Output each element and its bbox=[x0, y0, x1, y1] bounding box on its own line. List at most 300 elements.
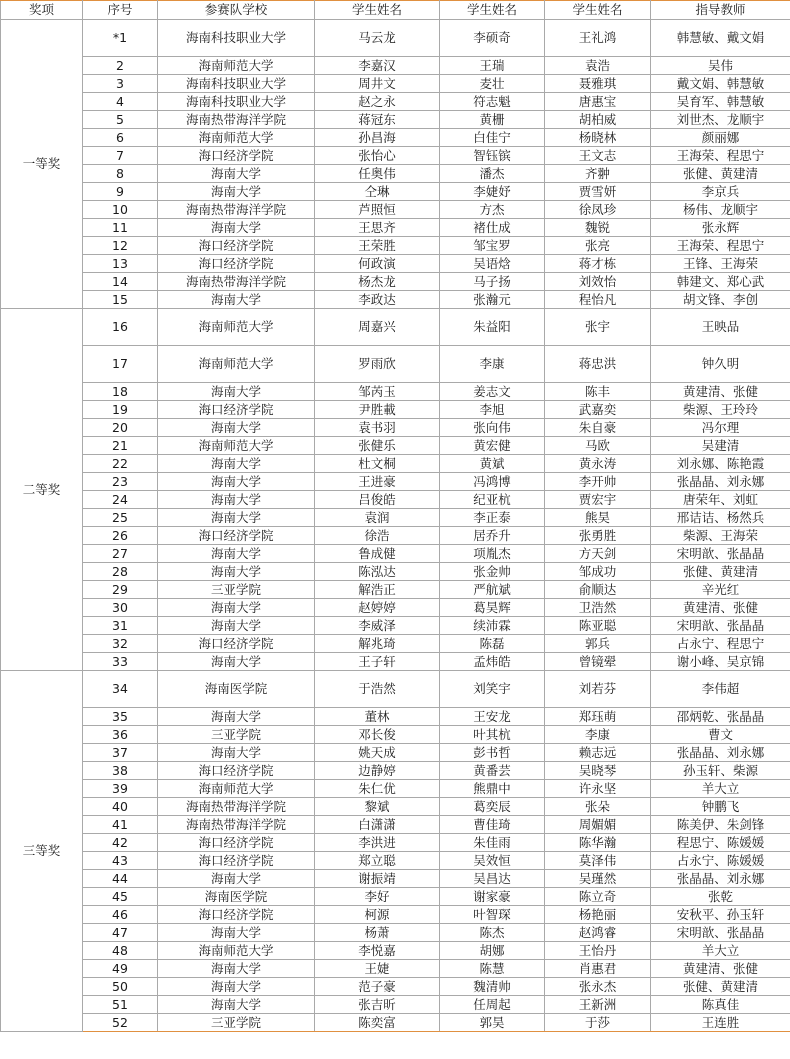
header-row bbox=[1, 1, 790, 20]
row-student-2: 陈磊 bbox=[440, 635, 545, 653]
row-student-3: 武嘉奕 bbox=[545, 401, 651, 419]
row-advisor: 张永辉 bbox=[651, 219, 790, 237]
row-school: 海南医学院 bbox=[158, 888, 315, 906]
row-school: 海南热带海洋学院 bbox=[158, 273, 315, 291]
row-number: 25 bbox=[83, 509, 158, 527]
table-row bbox=[1, 834, 790, 852]
row-student-2: 黄斌 bbox=[440, 455, 545, 473]
row-student-2: 冯鸿博 bbox=[440, 473, 545, 491]
row-student-1: 王婕 bbox=[315, 960, 440, 978]
row-student-1: 张健乐 bbox=[315, 437, 440, 455]
row-student-1: 马云龙 bbox=[315, 20, 440, 57]
row-student-2: 黄番芸 bbox=[440, 762, 545, 780]
row-student-3: 赵鸿睿 bbox=[545, 924, 651, 942]
row-student-3: 郑珏萌 bbox=[545, 708, 651, 726]
row-school: 海南热带海洋学院 bbox=[158, 201, 315, 219]
row-student-1: 王子轩 bbox=[315, 653, 440, 671]
row-student-2: 熊鼎中 bbox=[440, 780, 545, 798]
row-school: 海南大学 bbox=[158, 545, 315, 563]
row-student-1: 解兆琦 bbox=[315, 635, 440, 653]
row-student-3: 吴晓琴 bbox=[545, 762, 651, 780]
row-student-3: 曾镜翚 bbox=[545, 653, 651, 671]
row-number: 8 bbox=[83, 165, 158, 183]
row-school: 海南师范大学 bbox=[158, 437, 315, 455]
row-student-3: 朱自豪 bbox=[545, 419, 651, 437]
row-student-1: 李威泽 bbox=[315, 617, 440, 635]
row-advisor: 李京兵 bbox=[651, 183, 790, 201]
row-school: 海口经济学院 bbox=[158, 762, 315, 780]
row-student-2: 叶智琛 bbox=[440, 906, 545, 924]
row-school: 海南师范大学 bbox=[158, 309, 315, 346]
row-student-3: 杨艳丽 bbox=[545, 906, 651, 924]
row-advisor: 宋明歆、张晶晶 bbox=[651, 617, 790, 635]
row-student-3: 于莎 bbox=[545, 1014, 651, 1032]
row-number: 41 bbox=[83, 816, 158, 834]
row-student-2: 项胤杰 bbox=[440, 545, 545, 563]
table-row bbox=[1, 383, 790, 401]
row-student-2: 陈杰 bbox=[440, 924, 545, 942]
row-number: 49 bbox=[83, 960, 158, 978]
row-student-3: 马欧 bbox=[545, 437, 651, 455]
table-row bbox=[1, 219, 790, 237]
row-student-3: 徐凤珍 bbox=[545, 201, 651, 219]
row-advisor: 钟久明 bbox=[651, 346, 790, 383]
row-number: 16 bbox=[83, 309, 158, 346]
row-school: 海南师范大学 bbox=[158, 942, 315, 960]
row-student-1: 赵婷婷 bbox=[315, 599, 440, 617]
row-student-2: 胡娜 bbox=[440, 942, 545, 960]
row-student-1: 王思齐 bbox=[315, 219, 440, 237]
row-student-1: 陈泓达 bbox=[315, 563, 440, 581]
row-student-2: 陈慧 bbox=[440, 960, 545, 978]
table-row bbox=[1, 563, 790, 581]
row-school: 海南大学 bbox=[158, 653, 315, 671]
row-student-1: 柯源 bbox=[315, 906, 440, 924]
row-advisor: 王映品 bbox=[651, 309, 790, 346]
row-student-1: 周嘉兴 bbox=[315, 309, 440, 346]
row-number: 7 bbox=[83, 147, 158, 165]
row-student-2: 王安龙 bbox=[440, 708, 545, 726]
header-advisor: 指导教师 bbox=[651, 1, 790, 20]
table-row bbox=[1, 20, 790, 57]
row-student-2: 吴昌达 bbox=[440, 870, 545, 888]
row-student-1: 李政达 bbox=[315, 291, 440, 309]
row-student-3: 蒋才栋 bbox=[545, 255, 651, 273]
row-student-2: 张向伟 bbox=[440, 419, 545, 437]
row-student-1: 范子豪 bbox=[315, 978, 440, 996]
row-advisor: 柴源、王海荣 bbox=[651, 527, 790, 545]
row-school: 海南大学 bbox=[158, 563, 315, 581]
row-number: 10 bbox=[83, 201, 158, 219]
table-row bbox=[1, 291, 790, 309]
row-number: 15 bbox=[83, 291, 158, 309]
row-advisor: 邢诘诘、杨然兵 bbox=[651, 509, 790, 527]
row-student-1: 李洪进 bbox=[315, 834, 440, 852]
row-student-1: 尹胜載 bbox=[315, 401, 440, 419]
award-level: 三等奖 bbox=[1, 671, 83, 1032]
row-number: 44 bbox=[83, 870, 158, 888]
row-student-2: 姜志文 bbox=[440, 383, 545, 401]
row-student-2: 续沛霖 bbox=[440, 617, 545, 635]
row-student-2: 纪亚杭 bbox=[440, 491, 545, 509]
table-row bbox=[1, 473, 790, 491]
table-row bbox=[1, 201, 790, 219]
row-number: 45 bbox=[83, 888, 158, 906]
row-advisor: 冯尔理 bbox=[651, 419, 790, 437]
row-school: 海口经济学院 bbox=[158, 852, 315, 870]
table-row bbox=[1, 1014, 790, 1032]
row-student-2: 彭书哲 bbox=[440, 744, 545, 762]
row-number: 46 bbox=[83, 906, 158, 924]
row-student-2: 郭昊 bbox=[440, 1014, 545, 1032]
row-student-1: 董林 bbox=[315, 708, 440, 726]
header-student-2: 学生姓名 bbox=[440, 1, 545, 20]
row-advisor: 占永宁、程思宁 bbox=[651, 635, 790, 653]
row-student-1: 仝琳 bbox=[315, 183, 440, 201]
row-advisor: 陈美伊、朱剑锋 bbox=[651, 816, 790, 834]
table-row bbox=[1, 437, 790, 455]
row-student-3: 李开帅 bbox=[545, 473, 651, 491]
row-number: 32 bbox=[83, 635, 158, 653]
row-school: 三亚学院 bbox=[158, 581, 315, 599]
row-student-1: 吕俊皓 bbox=[315, 491, 440, 509]
row-advisor: 张乾 bbox=[651, 888, 790, 906]
row-student-1: 黎斌 bbox=[315, 798, 440, 816]
row-student-1: 王荣胜 bbox=[315, 237, 440, 255]
row-student-1: 王进豪 bbox=[315, 473, 440, 491]
row-advisor: 宋明歆、张晶晶 bbox=[651, 545, 790, 563]
row-student-3: 李康 bbox=[545, 726, 651, 744]
table-row bbox=[1, 147, 790, 165]
row-student-2: 张金帅 bbox=[440, 563, 545, 581]
row-student-2: 王瑞 bbox=[440, 57, 545, 75]
table-row bbox=[1, 780, 790, 798]
row-advisor: 黄建清、张健 bbox=[651, 960, 790, 978]
row-school: 海南大学 bbox=[158, 960, 315, 978]
row-number: 11 bbox=[83, 219, 158, 237]
row-student-2: 褚仕成 bbox=[440, 219, 545, 237]
row-student-3: 王怡丹 bbox=[545, 942, 651, 960]
table-row bbox=[1, 491, 790, 509]
row-student-1: 李悦嘉 bbox=[315, 942, 440, 960]
row-student-2: 葛奕辰 bbox=[440, 798, 545, 816]
row-number: 28 bbox=[83, 563, 158, 581]
header-award: 奖项 bbox=[1, 1, 83, 20]
row-number: 9 bbox=[83, 183, 158, 201]
row-number: 34 bbox=[83, 671, 158, 708]
row-student-2: 刘笑宇 bbox=[440, 671, 545, 708]
row-student-3: 刘效怡 bbox=[545, 273, 651, 291]
row-number: 14 bbox=[83, 273, 158, 291]
row-number: 26 bbox=[83, 527, 158, 545]
table-row bbox=[1, 183, 790, 201]
table-row bbox=[1, 273, 790, 291]
table-row bbox=[1, 111, 790, 129]
row-advisor: 程思宁、陈媛媛 bbox=[651, 834, 790, 852]
table-row bbox=[1, 978, 790, 996]
table-row bbox=[1, 527, 790, 545]
table-row bbox=[1, 75, 790, 93]
row-student-1: 杜文桐 bbox=[315, 455, 440, 473]
table-row bbox=[1, 798, 790, 816]
table-row bbox=[1, 708, 790, 726]
row-student-2: 方杰 bbox=[440, 201, 545, 219]
row-number: 47 bbox=[83, 924, 158, 942]
row-advisor: 钟鹏飞 bbox=[651, 798, 790, 816]
row-advisor: 孙玉轩、柴源 bbox=[651, 762, 790, 780]
table-row bbox=[1, 870, 790, 888]
row-number: 29 bbox=[83, 581, 158, 599]
row-student-3: 唐惠宝 bbox=[545, 93, 651, 111]
row-school: 海南大学 bbox=[158, 383, 315, 401]
row-school: 海南师范大学 bbox=[158, 780, 315, 798]
row-number: 20 bbox=[83, 419, 158, 437]
row-number: 30 bbox=[83, 599, 158, 617]
row-student-3: 肖惠君 bbox=[545, 960, 651, 978]
row-number: 23 bbox=[83, 473, 158, 491]
row-student-3: 张亮 bbox=[545, 237, 651, 255]
row-school: 海南大学 bbox=[158, 744, 315, 762]
row-number: 35 bbox=[83, 708, 158, 726]
row-school: 三亚学院 bbox=[158, 1014, 315, 1032]
table-row bbox=[1, 455, 790, 473]
table-row bbox=[1, 960, 790, 978]
table-row bbox=[1, 852, 790, 870]
row-student-1: 谢振靖 bbox=[315, 870, 440, 888]
row-student-1: 张吉昕 bbox=[315, 996, 440, 1014]
row-student-2: 魏清帅 bbox=[440, 978, 545, 996]
row-number: 5 bbox=[83, 111, 158, 129]
row-number: 37 bbox=[83, 744, 158, 762]
row-school: 海南师范大学 bbox=[158, 57, 315, 75]
row-student-3: 张永杰 bbox=[545, 978, 651, 996]
row-student-3: 聂雅琪 bbox=[545, 75, 651, 93]
row-school: 海南科技职业大学 bbox=[158, 20, 315, 57]
row-advisor: 陈真佳 bbox=[651, 996, 790, 1014]
table-header bbox=[1, 1, 790, 20]
row-advisor: 王海荣、程思宁 bbox=[651, 147, 790, 165]
row-advisor: 张健、黄建清 bbox=[651, 978, 790, 996]
row-student-1: 陈奕富 bbox=[315, 1014, 440, 1032]
row-number: 13 bbox=[83, 255, 158, 273]
row-advisor: 曹文 bbox=[651, 726, 790, 744]
row-school: 海南科技职业大学 bbox=[158, 75, 315, 93]
row-student-3: 陈丰 bbox=[545, 383, 651, 401]
row-school: 海南大学 bbox=[158, 996, 315, 1014]
table-row bbox=[1, 924, 790, 942]
row-student-2: 孟炜皓 bbox=[440, 653, 545, 671]
row-number: 18 bbox=[83, 383, 158, 401]
row-advisor: 张健、黄建清 bbox=[651, 563, 790, 581]
row-school: 海南大学 bbox=[158, 978, 315, 996]
row-number: 2 bbox=[83, 57, 158, 75]
row-student-2: 曹佳琦 bbox=[440, 816, 545, 834]
table-row bbox=[1, 671, 790, 708]
row-number: 42 bbox=[83, 834, 158, 852]
row-school: 海南大学 bbox=[158, 509, 315, 527]
row-student-3: 王礼鸿 bbox=[545, 20, 651, 57]
table-row bbox=[1, 653, 790, 671]
row-student-3: 陈立奇 bbox=[545, 888, 651, 906]
row-student-2: 朱佳雨 bbox=[440, 834, 545, 852]
row-student-3: 张朵 bbox=[545, 798, 651, 816]
row-advisor: 李伟超 bbox=[651, 671, 790, 708]
row-number: 27 bbox=[83, 545, 158, 563]
row-school: 海南大学 bbox=[158, 183, 315, 201]
row-advisor: 占永宁、陈媛媛 bbox=[651, 852, 790, 870]
row-school: 海南热带海洋学院 bbox=[158, 816, 315, 834]
row-advisor: 吴育军、韩慧敏 bbox=[651, 93, 790, 111]
row-advisor: 黄建清、张健 bbox=[651, 599, 790, 617]
row-school: 三亚学院 bbox=[158, 726, 315, 744]
row-school: 海口经济学院 bbox=[158, 237, 315, 255]
row-student-1: 李好 bbox=[315, 888, 440, 906]
row-advisor: 辛光红 bbox=[651, 581, 790, 599]
row-school: 海南大学 bbox=[158, 708, 315, 726]
row-advisor: 张晶晶、刘永娜 bbox=[651, 473, 790, 491]
row-student-1: 张怡心 bbox=[315, 147, 440, 165]
table-row bbox=[1, 744, 790, 762]
row-student-2: 符志魁 bbox=[440, 93, 545, 111]
award-level: 一等奖 bbox=[1, 20, 83, 309]
header-number: 序号 bbox=[83, 1, 158, 20]
row-student-3: 赖志远 bbox=[545, 744, 651, 762]
row-advisor: 王海荣、程思宁 bbox=[651, 237, 790, 255]
row-student-1: 杨萧 bbox=[315, 924, 440, 942]
row-student-3: 俞顺达 bbox=[545, 581, 651, 599]
row-school: 海南科技职业大学 bbox=[158, 93, 315, 111]
row-school: 海南大学 bbox=[158, 419, 315, 437]
row-student-2: 谢家豪 bbox=[440, 888, 545, 906]
row-school: 海口经济学院 bbox=[158, 147, 315, 165]
row-number: 48 bbox=[83, 942, 158, 960]
row-school: 海南大学 bbox=[158, 924, 315, 942]
row-school: 海口经济学院 bbox=[158, 635, 315, 653]
row-advisor: 张晶晶、刘永娜 bbox=[651, 744, 790, 762]
row-student-2: 葛昊辉 bbox=[440, 599, 545, 617]
row-school: 海南大学 bbox=[158, 219, 315, 237]
row-student-3: 陈亚聪 bbox=[545, 617, 651, 635]
table-body bbox=[1, 20, 790, 1032]
table-row bbox=[1, 996, 790, 1014]
row-student-3: 贾雪妍 bbox=[545, 183, 651, 201]
award-level: 二等奖 bbox=[1, 309, 83, 671]
row-number: 4 bbox=[83, 93, 158, 111]
row-student-3: 莫泽伟 bbox=[545, 852, 651, 870]
row-student-3: 袁浩 bbox=[545, 57, 651, 75]
row-number: 33 bbox=[83, 653, 158, 671]
row-student-3: 吴瑾然 bbox=[545, 870, 651, 888]
row-advisor: 张晶晶、刘永娜 bbox=[651, 870, 790, 888]
row-student-2: 居乔升 bbox=[440, 527, 545, 545]
row-student-1: 袁润 bbox=[315, 509, 440, 527]
header-student-1: 学生姓名 bbox=[315, 1, 440, 20]
row-student-2: 智钰镔 bbox=[440, 147, 545, 165]
row-student-2: 黄宏健 bbox=[440, 437, 545, 455]
row-advisor: 吴伟 bbox=[651, 57, 790, 75]
row-number: 17 bbox=[83, 346, 158, 383]
row-student-3: 许永坚 bbox=[545, 780, 651, 798]
row-student-1: 鲁成健 bbox=[315, 545, 440, 563]
row-student-3: 齐翀 bbox=[545, 165, 651, 183]
table-row bbox=[1, 762, 790, 780]
table-row bbox=[1, 726, 790, 744]
row-student-1: 邹芮玉 bbox=[315, 383, 440, 401]
row-student-1: 邓长俊 bbox=[315, 726, 440, 744]
table-row bbox=[1, 635, 790, 653]
row-school: 海口经济学院 bbox=[158, 527, 315, 545]
row-number: 36 bbox=[83, 726, 158, 744]
row-advisor: 韩建文、郑心武 bbox=[651, 273, 790, 291]
table-row bbox=[1, 545, 790, 563]
row-number: 6 bbox=[83, 129, 158, 147]
row-student-2: 李婕妤 bbox=[440, 183, 545, 201]
row-number: 22 bbox=[83, 455, 158, 473]
row-student-3: 黄永涛 bbox=[545, 455, 651, 473]
table-row bbox=[1, 255, 790, 273]
row-student-1: 解浩正 bbox=[315, 581, 440, 599]
row-school: 海南大学 bbox=[158, 599, 315, 617]
row-student-1: 孙昌海 bbox=[315, 129, 440, 147]
row-number: 21 bbox=[83, 437, 158, 455]
row-student-2: 朱益阳 bbox=[440, 309, 545, 346]
row-advisor: 韩慧敏、戴文娟 bbox=[651, 20, 790, 57]
row-school: 海南大学 bbox=[158, 455, 315, 473]
row-school: 海南大学 bbox=[158, 473, 315, 491]
row-number: 12 bbox=[83, 237, 158, 255]
row-student-1: 郑立聪 bbox=[315, 852, 440, 870]
row-school: 海南师范大学 bbox=[158, 129, 315, 147]
row-student-2: 马子扬 bbox=[440, 273, 545, 291]
row-student-2: 叶其杭 bbox=[440, 726, 545, 744]
row-student-2: 严航斌 bbox=[440, 581, 545, 599]
row-school: 海南大学 bbox=[158, 491, 315, 509]
row-number: 43 bbox=[83, 852, 158, 870]
table-row bbox=[1, 57, 790, 75]
row-number: 31 bbox=[83, 617, 158, 635]
table-row bbox=[1, 237, 790, 255]
row-advisor: 邵炳乾、张晶晶 bbox=[651, 708, 790, 726]
row-student-1: 周井文 bbox=[315, 75, 440, 93]
row-student-3: 杨晓林 bbox=[545, 129, 651, 147]
row-school: 海南大学 bbox=[158, 870, 315, 888]
row-student-2: 麦壮 bbox=[440, 75, 545, 93]
row-number: 51 bbox=[83, 996, 158, 1014]
row-student-3: 刘若芬 bbox=[545, 671, 651, 708]
row-student-3: 张宇 bbox=[545, 309, 651, 346]
table-row bbox=[1, 129, 790, 147]
row-student-1: 朱仁优 bbox=[315, 780, 440, 798]
table-row bbox=[1, 346, 790, 383]
row-number: 24 bbox=[83, 491, 158, 509]
row-student-1: 边静婷 bbox=[315, 762, 440, 780]
row-student-3: 王文志 bbox=[545, 147, 651, 165]
row-student-3: 贾宏宇 bbox=[545, 491, 651, 509]
row-student-1: 李嘉汉 bbox=[315, 57, 440, 75]
row-student-3: 胡柏威 bbox=[545, 111, 651, 129]
row-advisor: 谢小峰、吴京锦 bbox=[651, 653, 790, 671]
row-student-3: 程怡凡 bbox=[545, 291, 651, 309]
row-student-3: 王新洲 bbox=[545, 996, 651, 1014]
row-advisor: 胡文锋、李创 bbox=[651, 291, 790, 309]
table-row bbox=[1, 419, 790, 437]
table-row bbox=[1, 93, 790, 111]
row-student-2: 李硕奇 bbox=[440, 20, 545, 57]
row-advisor: 杨伟、龙顺宇 bbox=[651, 201, 790, 219]
table-row bbox=[1, 581, 790, 599]
header-student-3: 学生姓名 bbox=[545, 1, 651, 20]
row-school: 海南热带海洋学院 bbox=[158, 111, 315, 129]
